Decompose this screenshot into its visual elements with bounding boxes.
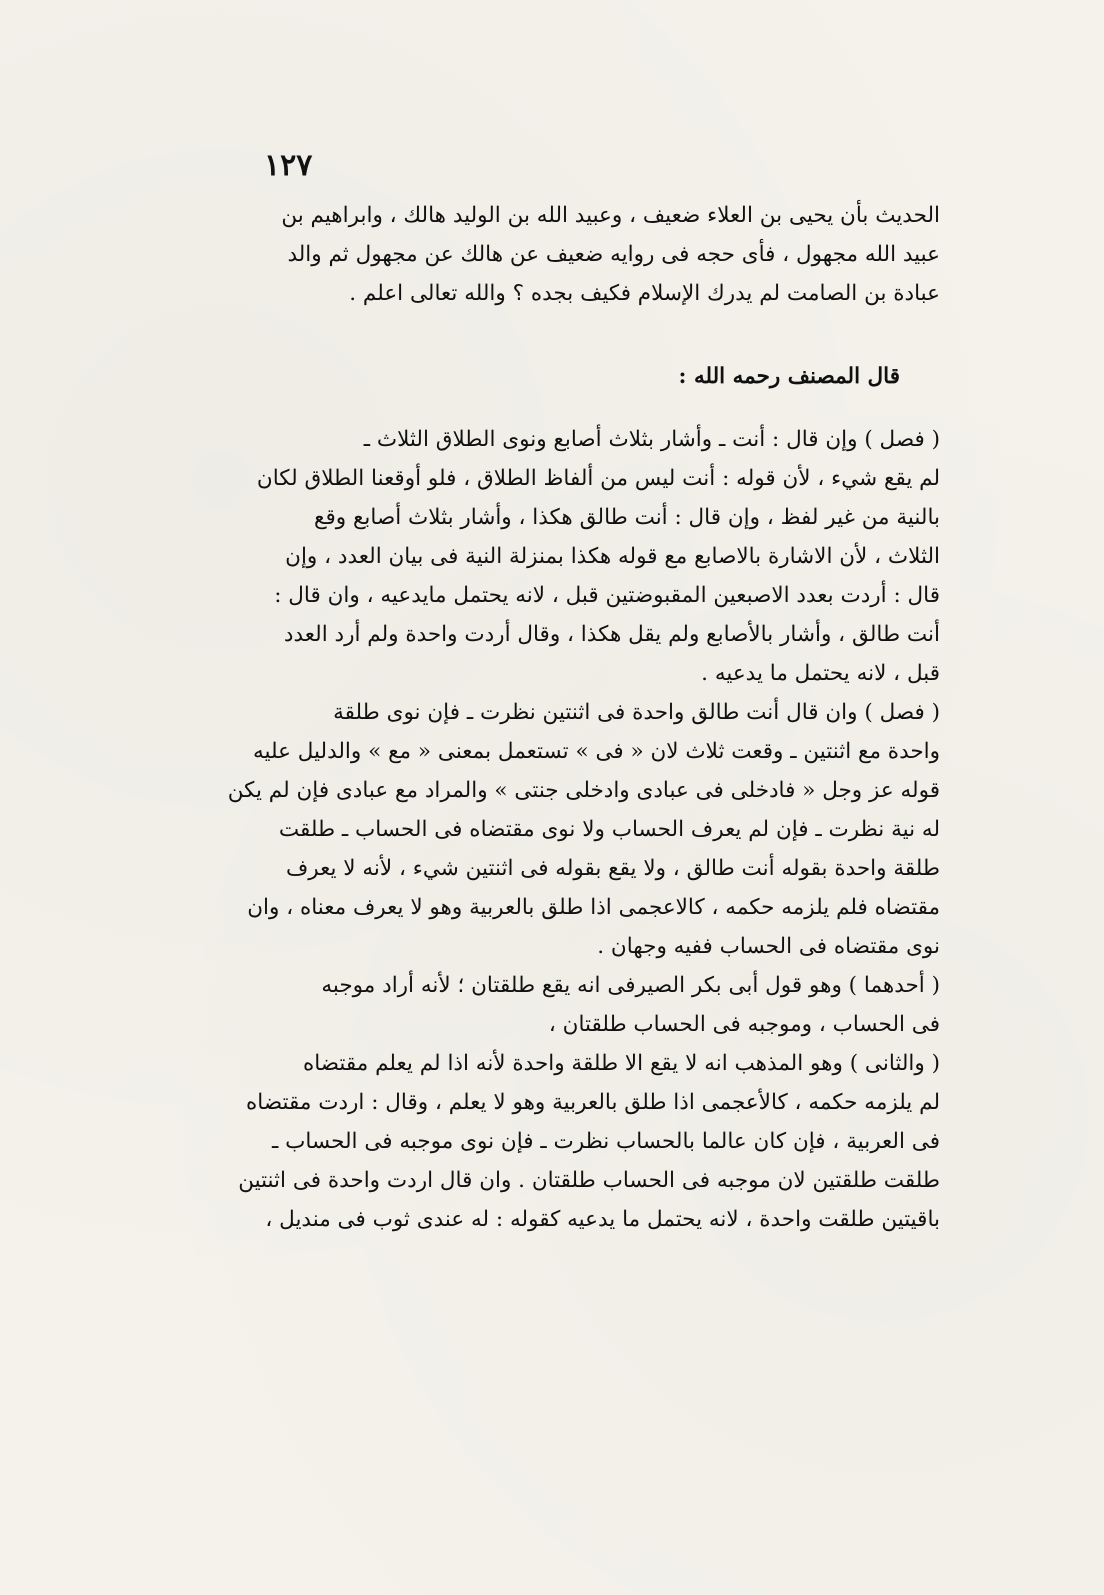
text-line: فى العربية ، فإن كان عالما بالحساب نظرت ـ فإن نوى موجبه فى الحساب ـ (272, 1129, 940, 1154)
text-line: ( أحدهما ) وهو قول أبى بكر الصيرفى انه يقع طلقتان ؛ لأنه أراد موجبه (321, 973, 940, 998)
text-line: فى الحساب ، وموجبه فى الحساب طلقتان ، (548, 1012, 940, 1037)
text-line: قال : أردت بعدد الاصبعين المقبوضتين قبل ، لانه يحتمل مايدعيه ، وان قال : (274, 583, 940, 608)
text-line: نوى مقتضاه فى الحساب ففيه وجهان . (597, 934, 940, 959)
text-line: لم يلزمه حكمه ، كالأعجمى اذا طلق بالعربية وهو لا يعلم ، وقال : اردت مقتضاه (246, 1090, 940, 1115)
text-line: طلقة واحدة بقوله أنت طالق ، ولا يقع بقوله فى اثنتين شيء ، لأنه لا يعرف (285, 856, 940, 881)
text-line: ( والثانى ) وهو المذهب انه لا يقع الا طلقة واحدة لأنه اذا لم يعلم مقتضاه (302, 1051, 940, 1076)
text-line: له نية نظرت ـ فإن لم يعرف الحساب ولا نوى مقتضاه فى الحساب ـ طلقت (278, 817, 940, 842)
text-line: أنت طالق ، وأشار بالأصابع ولم يقل هكذا ، وقال أردت واحدة ولم أرد العدد (283, 622, 940, 647)
text-line: عبيد الله مجهول ، فأى حجه فى روايه ضعيف عن هالك عن مجهول ثم والد (287, 242, 940, 267)
text-line: واحدة مع اثنتين ـ وقعت ثلاث لان « فى » تستعمل بمعنى « مع » والدليل عليه (252, 739, 940, 764)
text-line: قوله عز وجل « فادخلى فى عبادى وادخلى جنتى » والمراد مع عبادى فإن لم يكن (227, 778, 940, 803)
text-line: ( فصل ) وان قال أنت طالق واحدة فى اثنتين نظرت ـ فإن نوى طلقة (333, 700, 940, 725)
text-line: ( فصل ) وإن قال : أنت ـ وأشار بثلاث أصابع ونوى الطلاق الثلاث ـ (363, 427, 940, 452)
body-text (210, 420, 940, 1239)
intro-paragraph (210, 196, 940, 313)
text-line: بالنية من غير لفظ ، وإن قال : أنت طالق هكذا ، وأشار بثلاث أصابع وقع (314, 505, 940, 530)
text-line: باقيتين طلقت واحدة ، لانه يحتمل ما يدعيه كقوله : له عندى ثوب فى منديل ، (265, 1207, 940, 1232)
text-line: قبل ، لانه يحتمل ما يدعيه . (701, 661, 940, 686)
section-heading: قال المصنف رحمه الله : (678, 364, 900, 389)
text-line: مقتضاه فلم يلزمه حكمه ، كالاعجمى اذا طلق بالعربية وهو لا يعرف معناه ، وان (247, 895, 940, 920)
text-line: لم يقع شيء ، لأن قوله : أنت ليس من ألفاظ الطلاق ، فلو أوقعنا الطلاق لكان (256, 466, 940, 491)
text-line: الحديث بأن يحيى بن العلاء ضعيف ، وعبيد الله بن الوليد هالك ، وابراهيم بن (281, 203, 940, 228)
text-line: عبادة بن الصامت لم يدرك الإسلام فكيف بجده ؟ والله تعالى اعلم . (349, 281, 940, 306)
text-line: طلقت طلقتين لان موجبه فى الحساب طلقتان . وان قال اردت واحدة فى اثنتين (238, 1168, 940, 1193)
page-number: ١٢٧ (264, 148, 313, 183)
text-line: الثلاث ، لأن الاشارة بالاصابع مع قوله هكذا بمنزلة النية فى بيان العدد ، وإن (285, 544, 940, 569)
